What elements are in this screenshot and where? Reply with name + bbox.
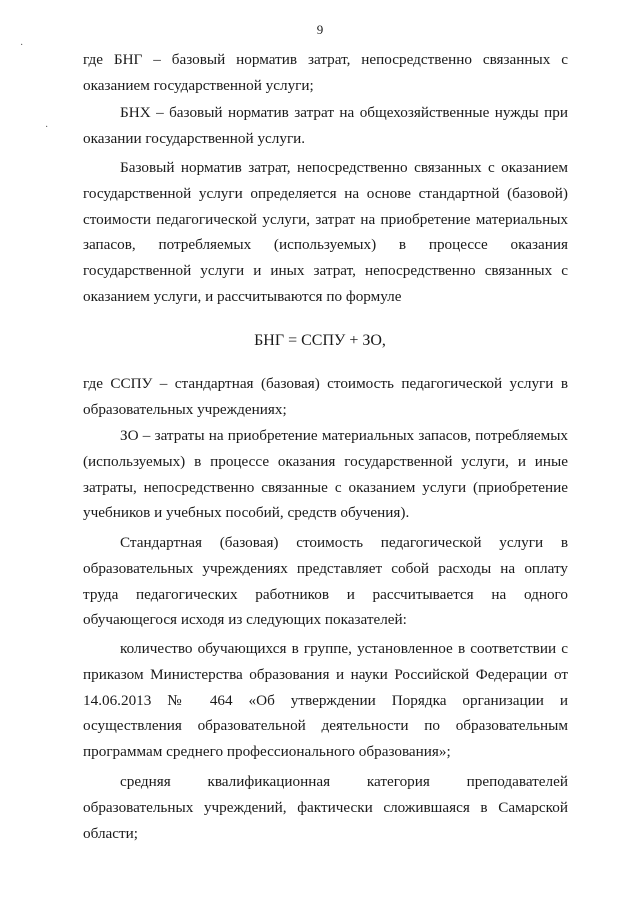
paragraph-zo-definition: ЗО – затраты на приобретение материальных запасов, потребляемых (используемых) в процессе оказания государственной услуги, и иные затраты, непосредственно связанные с оказанием услуги (приобретение учебников и учебных пособий, средств обучения).	[83, 427, 568, 522]
paragraph-sspu-definition: где ССПУ – стандартная (базовая) стоимость педагогической услуги в образовательных учреждениях;	[83, 375, 568, 418]
paragraph-base-norm-description: Базовый норматив затрат, непосредственно связанных с оказанием государственной услуги определяется на основе стандартной (базовой) стоимости педагогической услуги, затрат на приобретение материальных запасов, потребляемых (используемых) в процессе оказания государственной услуги и иных затрат, непосредственно связанных с оказанием услуги, и рассчитываются по формуле	[83, 159, 568, 305]
scan-mark: ·	[20, 40, 24, 51]
page-number: 9	[316, 22, 324, 37]
paragraph-bng-definition: где БНГ – базовый норматив затрат, непосредственно связанных с оказанием государственной услуги;	[83, 51, 568, 94]
paragraph-bnh-definition: БНХ – базовый норматив затрат на общехозяйственные нужды при оказании государственной услуги.	[83, 104, 568, 147]
paragraph-standard-cost-description: Стандартная (базовая) стоимость педагогической услуги в образовательных учреждениях представляет собой расходы на оплату труда педагогических работников и рассчитывается на одного обучающегося исходя из следующих показателей:	[83, 534, 568, 629]
paragraph-qualification-category: средняя квалификационная категория преподавателей образовательных учреждений, фактически сложившаяся в Самарской области;	[83, 773, 568, 842]
scan-mark: ·	[45, 122, 49, 133]
paragraph-student-count: количество обучающихся в группе, установленное в соответствии с приказом Министерства образования и науки Российской Федерации от 14.06.2013 № 464 «Об утверждении Порядка организации и осуществления образовательной деятельности по образовательным программам среднего профессионального образования»;	[83, 640, 568, 761]
formula: БНГ = ССПУ + ЗО,	[254, 332, 386, 349]
